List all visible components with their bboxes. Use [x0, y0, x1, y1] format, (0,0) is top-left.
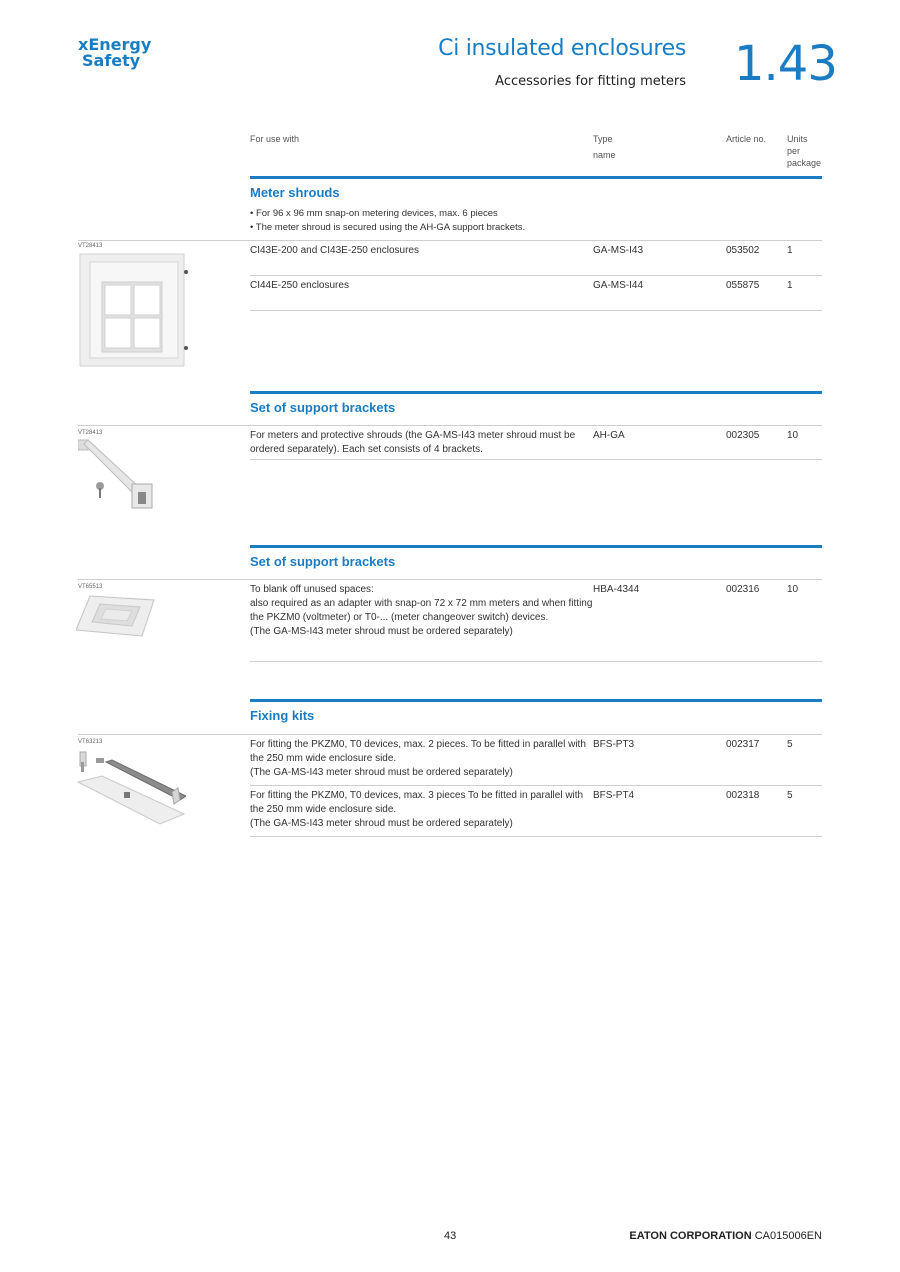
description-line: (The GA-MS-I43 meter shroud must be ordered separately) — [250, 818, 513, 829]
row-type-name: GA-MS-I43 — [593, 245, 644, 256]
row-units: 10 — [787, 430, 799, 441]
row-divider — [250, 785, 822, 786]
row-divider — [78, 579, 822, 580]
support-bracket-image — [78, 438, 162, 512]
column-header-units — [787, 133, 821, 169]
description-line: ordered separately). Each set consists of 4 brackets. — [250, 444, 483, 455]
image-code: VT65513 — [78, 584, 103, 590]
description-line: CI43E-200 and CI43E-250 enclosures — [250, 245, 419, 256]
row-type-name: AH-GA — [593, 430, 625, 441]
row-description — [250, 429, 595, 457]
brand-line-2: Safety — [82, 51, 141, 70]
column-header-for-use-with: For use with — [250, 134, 300, 144]
row-article-number: 053502 — [726, 245, 760, 256]
page-title: Ci insulated enclosures — [438, 36, 686, 61]
row-article-number: 002305 — [726, 430, 760, 441]
row-description — [250, 279, 595, 293]
row-type-name: HBA-4344 — [593, 584, 640, 595]
brand-line-1: xEnergy — [78, 35, 152, 54]
section-title-support-brackets: Set of support brackets — [250, 554, 396, 569]
column-header-type — [593, 133, 616, 161]
bullet-item: • For 96 x 96 mm snap-on metering devices, max. 6 pieces — [250, 208, 498, 219]
row-divider — [250, 661, 822, 662]
brand-logo — [78, 37, 151, 69]
row-article-number: 002317 — [726, 739, 760, 750]
section-title-support-brackets: Set of support brackets — [250, 400, 396, 415]
row-description — [250, 583, 595, 639]
row-units: 1 — [787, 280, 793, 291]
column-header-type-line2: name — [593, 150, 616, 160]
description-line: CI44E-250 enclosures — [250, 280, 349, 291]
row-divider — [250, 836, 822, 837]
footer-company — [629, 1230, 822, 1242]
section-divider — [250, 545, 822, 548]
document-code: CA015006EN — [754, 1230, 822, 1242]
description-line: also required as an adapter with snap-on 72 x 72 mm meters and when fitting — [250, 598, 593, 609]
row-divider — [250, 275, 822, 276]
row-type-name: BFS-PT4 — [593, 790, 635, 801]
row-description — [250, 738, 595, 780]
row-units: 1 — [787, 245, 793, 256]
column-header-units-line3: package — [787, 158, 822, 168]
description-line: the 250 mm wide enclosure side. — [250, 753, 397, 764]
company-name: EATON CORPORATION — [629, 1230, 752, 1242]
section-bullets — [250, 207, 525, 235]
row-units: 5 — [787, 790, 793, 801]
section-divider — [250, 176, 822, 179]
column-header-units-line1: Units — [787, 134, 808, 144]
row-article-number: 002316 — [726, 584, 760, 595]
row-description — [250, 789, 595, 831]
section-divider — [250, 391, 822, 394]
blanking-plate-image — [76, 594, 156, 638]
description-line: the 250 mm wide enclosure side. — [250, 804, 397, 815]
row-divider — [250, 459, 822, 460]
column-header-type-line1: Type — [593, 134, 613, 144]
page-number: 43 — [444, 1230, 457, 1242]
image-code: VT63213 — [78, 739, 103, 745]
column-header-units-line2: per — [787, 146, 801, 156]
row-divider — [250, 310, 822, 311]
row-divider — [78, 425, 822, 426]
row-article-number: 055875 — [726, 280, 760, 291]
row-units: 5 — [787, 739, 793, 750]
row-divider — [78, 734, 822, 735]
image-code: VT28413 — [78, 243, 103, 249]
description-line: For meters and protective shrouds (the GA-MS-I43 meter shroud must be — [250, 430, 576, 441]
page-subtitle: Accessories for fitting meters — [495, 74, 686, 89]
description-line: For fitting the PKZM0, T0 devices, max. 2 pieces. To be fitted in parallel with — [250, 739, 586, 750]
row-article-number: 002318 — [726, 790, 760, 801]
bullet-item: • The meter shroud is secured using the AH-GA support brackets. — [250, 222, 526, 233]
section-divider — [250, 699, 822, 702]
row-description — [250, 244, 595, 258]
meter-shroud-image — [78, 252, 190, 368]
description-line: To blank off unused spaces: — [250, 584, 374, 595]
section-number: 1.43 — [734, 36, 837, 92]
row-type-name: BFS-PT3 — [593, 739, 635, 750]
description-line: For fitting the PKZM0, T0 devices, max. 3 pieces To be fitted in parallel with — [250, 790, 584, 801]
row-divider — [78, 240, 822, 241]
description-line: (The GA-MS-I43 meter shroud must be ordered separately) — [250, 767, 513, 778]
row-units: 10 — [787, 584, 799, 595]
column-header-article: Article no. — [726, 134, 767, 144]
description-line: the PKZM0 (voltmeter) or T0-... (meter changeover switch) devices. — [250, 612, 549, 623]
fixing-kit-image — [76, 748, 186, 826]
image-code: VT28413 — [78, 430, 103, 436]
row-type-name: GA-MS-I44 — [593, 280, 644, 291]
section-title-meter-shrouds: Meter shrouds — [250, 185, 340, 200]
section-title-fixing-kits: Fixing kits — [250, 708, 315, 723]
description-line: (The GA-MS-I43 meter shroud must be ordered separately) — [250, 626, 513, 637]
